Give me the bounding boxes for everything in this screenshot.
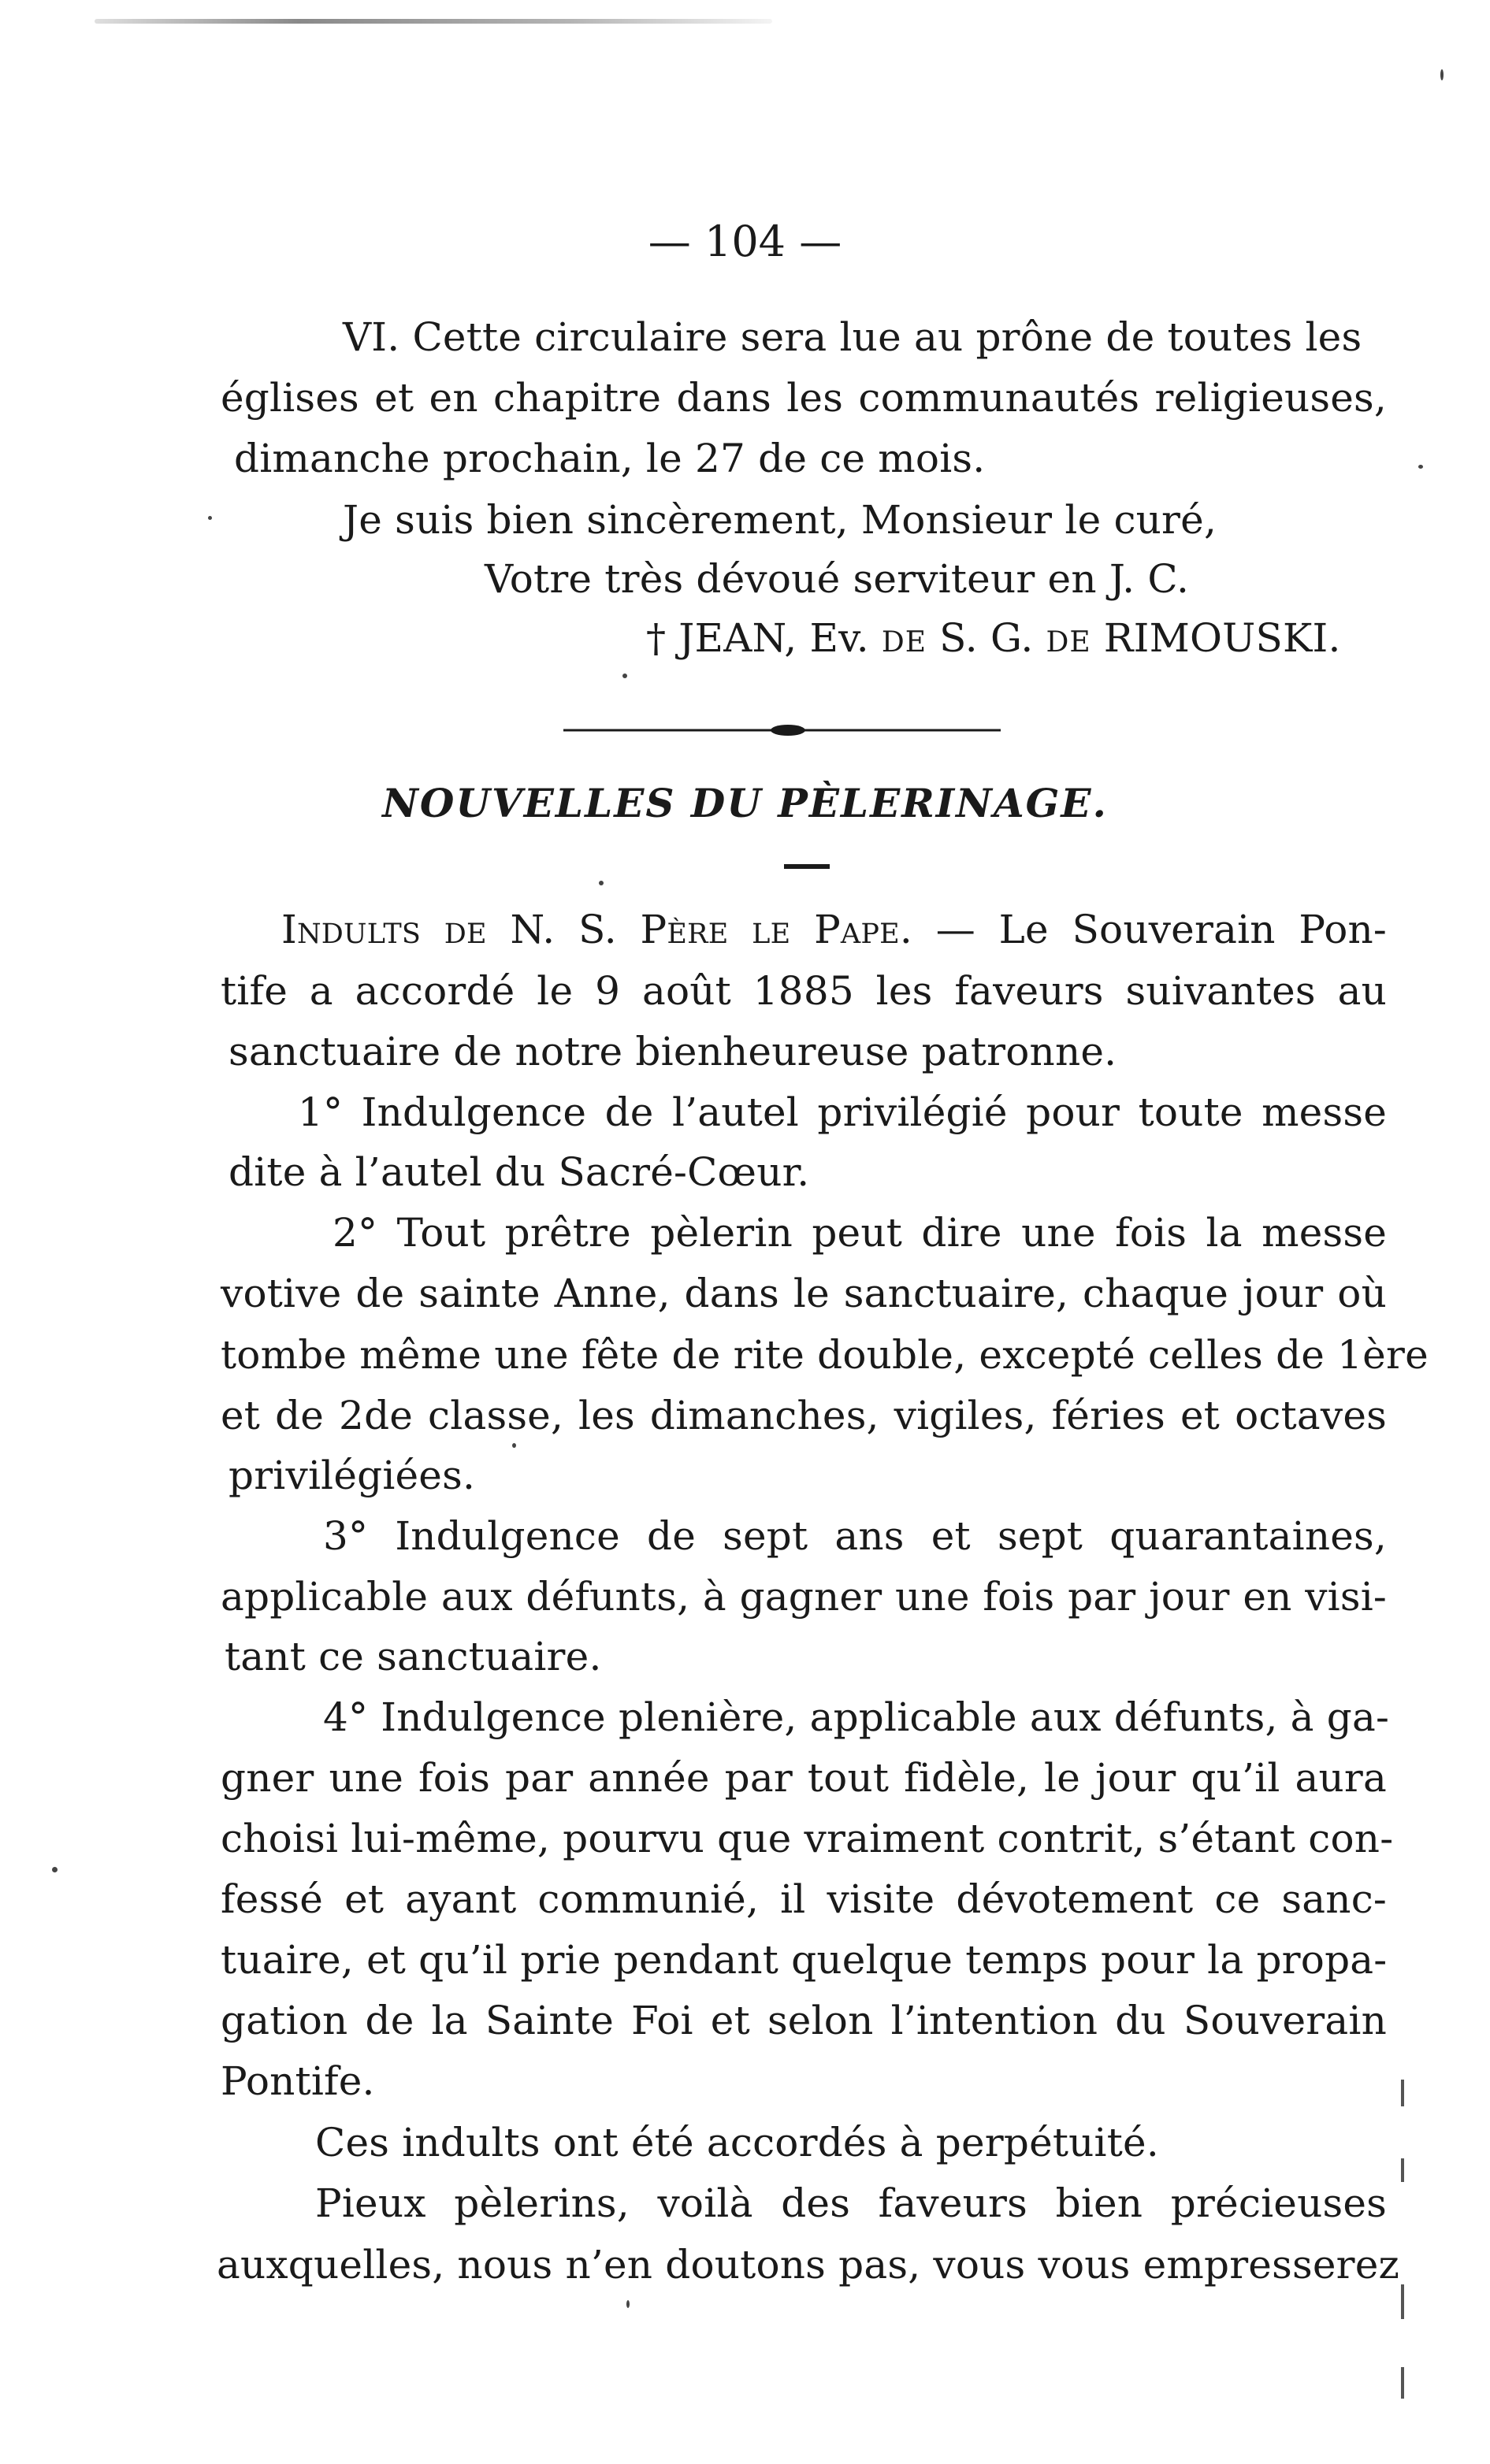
scan-speck: [1440, 69, 1444, 80]
section-line-11: 3° Indulgence de sept ans et sept quarantaines,: [323, 1513, 1387, 1559]
section-line-19: gation de la Sainte Foi et selon l’intention du Souverain: [221, 1998, 1387, 2043]
scan-speck: [512, 1443, 516, 1448]
indults-heading: Indults de N. S. Père le Pape.: [281, 907, 912, 952]
section-line-6: 2° Tout prêtre pèlerin peut dire une fois la messe: [333, 1210, 1387, 1256]
circular-line-3: dimanche prochain, le 27 de ce mois.: [234, 436, 986, 481]
signature-name: † JEAN, Ev.: [646, 615, 869, 661]
signature-sg: S. G.: [939, 615, 1034, 661]
short-rule: [784, 864, 830, 869]
signature-place: RIMOUSKI.: [1103, 615, 1341, 661]
section-line-5: dite à l’autel du Sacré-Cœur.: [229, 1149, 810, 1195]
scan-speck: [52, 1867, 58, 1872]
section-line-20: Pontife.: [221, 2058, 375, 2104]
section-line-10: privilégiées.: [229, 1453, 476, 1498]
margin-mark: [1401, 2080, 1404, 2106]
section-line-7: votive de sainte Anne, dans le sanctuaire, chaque jour où: [221, 1271, 1387, 1316]
scan-speck: [1418, 465, 1423, 469]
section-line-9: et de 2de classe, les dimanches, vigiles, féries et octaves: [221, 1393, 1387, 1438]
section-line-22: Pieux pèlerins, voilà des faveurs bien précieuses: [315, 2180, 1387, 2226]
section-line-17: fessé et ayant communié, il visite dévotement ce sanc-: [221, 1876, 1387, 1922]
page-number: — 104 —: [648, 217, 842, 266]
section-line-13: tant ce sanctuaire.: [225, 1634, 602, 1679]
section-title: NOUVELLES DU PÈLERINAGE.: [382, 780, 1108, 826]
signature-de-2: DE: [1046, 626, 1091, 659]
section-line-1: [281, 906, 1387, 953]
section-line-3: sanctuaire de notre bienheureuse patronne.: [229, 1029, 1117, 1074]
circular-closing: Je suis bien sincèrement, Monsieur le curé,: [343, 497, 1217, 543]
section-line-14: 4° Indulgence plenière, applicable aux défunts, à ga-: [323, 1694, 1390, 1740]
circular-servant: Votre très dévoué serviteur en J. C.: [485, 556, 1190, 602]
signature-de-1: DE: [881, 626, 927, 659]
section-line-2: tife a accordé le 9 août 1885 les faveurs suivantes au: [221, 968, 1387, 1014]
scan-speck: [599, 881, 604, 885]
section-line-23: auxquelles, nous n’en doutons pas, vous vous empresserez: [217, 2242, 1400, 2288]
section-line-1-text: — Le Souverain Pon-: [935, 907, 1388, 952]
section-line-8: tombe même une fête de rite double, excepté celles de 1ère: [221, 1332, 1429, 1378]
section-line-18: tuaire, et qu’il prie pendant quelque temps pour la propa-: [221, 1937, 1388, 1983]
scan-speck: [208, 516, 212, 520]
circular-line-2: églises et en chapitre dans les communautés religieuses,: [221, 375, 1387, 421]
section-line-16: choisi lui-même, pourvu que vraiment contrit, s’étant con-: [221, 1816, 1394, 1861]
margin-mark: [1401, 2158, 1404, 2182]
scan-speck: [622, 674, 627, 678]
scan-speck: [626, 2300, 630, 2308]
section-line-15: gner une fois par année par tout fidèle, le jour qu’il aura: [221, 1755, 1387, 1801]
margin-mark: [1401, 2284, 1404, 2319]
circular-line-1: VI. Cette circulaire sera lue au prône de toutes les: [343, 314, 1362, 360]
section-line-12: applicable aux défunts, à gagner une fois par jour en visi-: [221, 1574, 1387, 1620]
ornament-divider-icon: [563, 721, 1001, 740]
margin-mark: [1401, 2367, 1404, 2399]
section-line-4: 1° Indulgence de l’autel privilégié pour toute messe: [298, 1089, 1387, 1135]
scan-edge-artifact: [95, 19, 772, 24]
signature: [646, 614, 1341, 666]
section-line-21: Ces indults ont été accordés à perpétuité.: [315, 2120, 1159, 2165]
